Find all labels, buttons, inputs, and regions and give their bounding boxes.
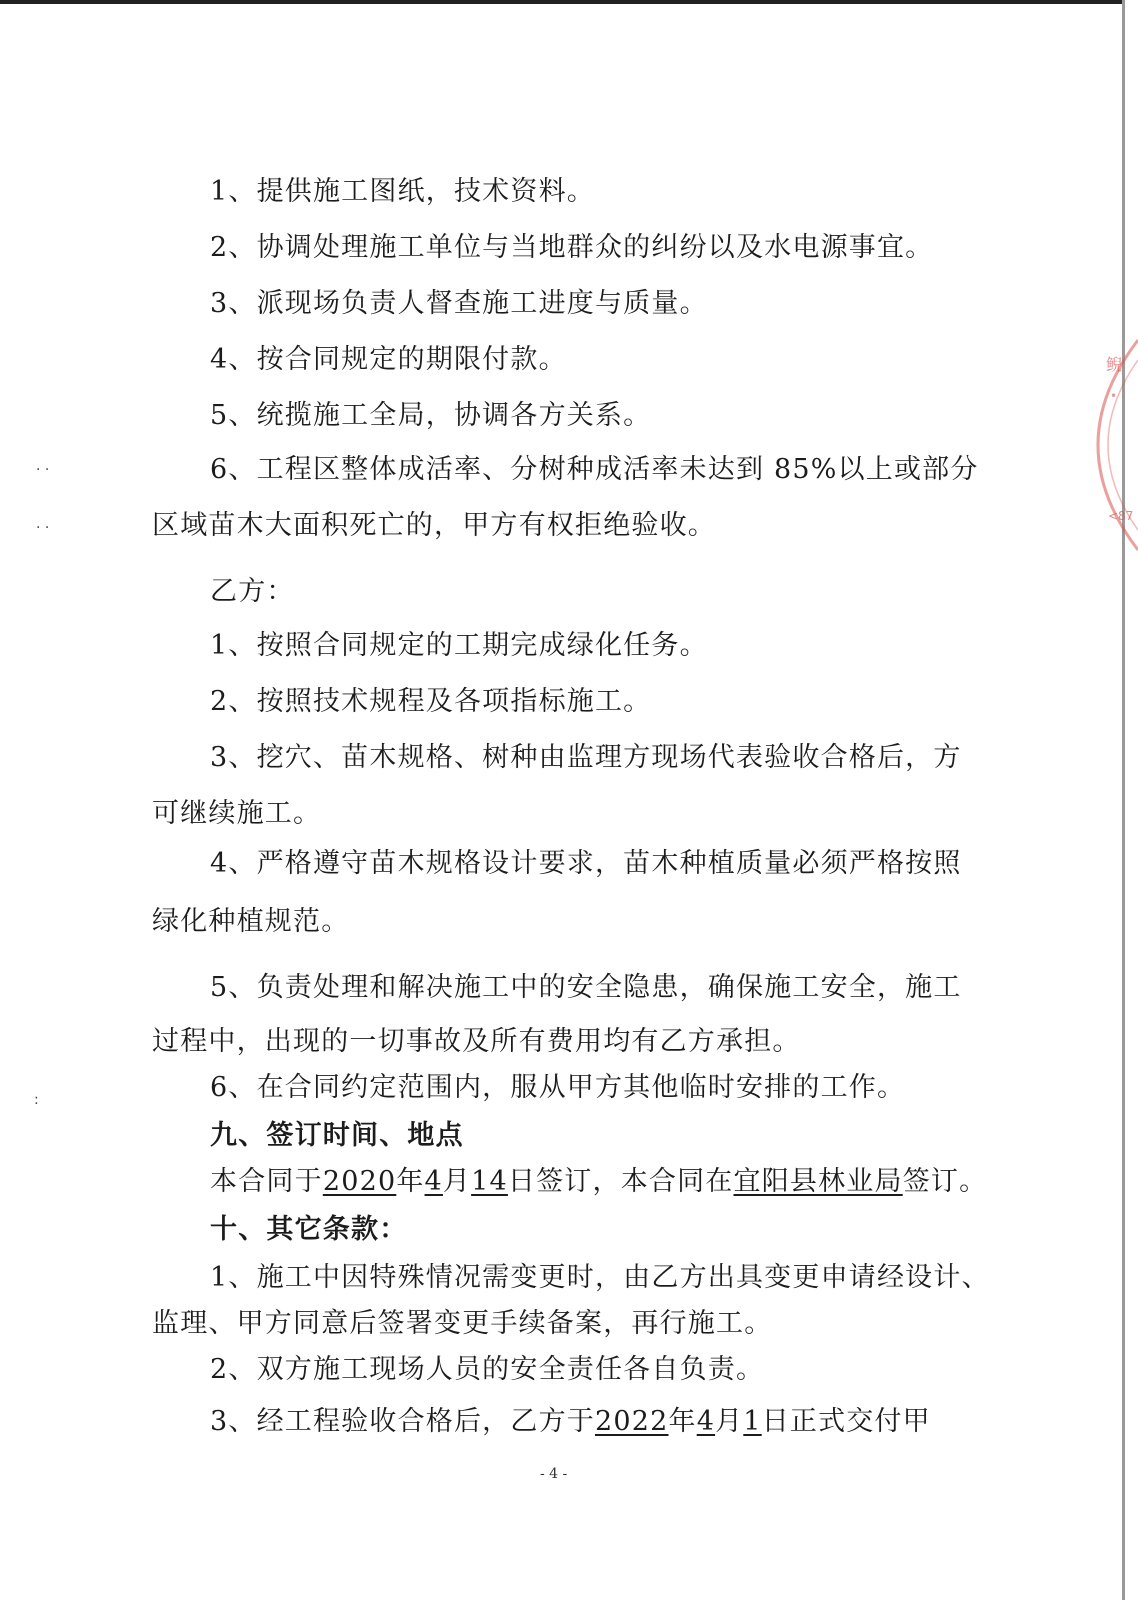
party-b-duty-2: 2、按照技术规程及各项指标施工。 (210, 686, 652, 717)
scan-edge-top (0, 0, 1125, 4)
other-clause-1-line2: 监理、甲方同意后签署变更手续备案，再行施工。 (152, 1308, 773, 1339)
svg-text:•: • (1110, 389, 1118, 403)
party-b-duty-3-line2: 可继续施工。 (152, 798, 322, 829)
party-b-duty-3-line1: 3、挖穴、苗木规格、树种由监理方现场代表验收合格后，方 (210, 742, 962, 773)
other-clause-3: 3、经工程验收合格后，乙方于2022年4月1日正式交付甲 (210, 1406, 931, 1437)
party-b-duty-4-line2: 绿化种植规范。 (152, 906, 350, 937)
scan-speck: · · (36, 520, 50, 536)
handover-day: 1 (743, 1406, 762, 1437)
party-b-duty-4-line1: 4、严格遵守苗木规格设计要求，苗木种植质量必须严格按照 (210, 848, 962, 879)
sign-month: 4 (424, 1166, 443, 1197)
scan-speck: · · (36, 462, 50, 478)
party-a-duty-1: 1、提供施工图纸，技术资料。 (210, 176, 595, 207)
party-a-duty-5: 5、统揽施工全局，协调各方关系。 (210, 400, 652, 431)
party-b-duty-5-line1: 5、负责处理和解决施工中的安全隐患，确保施工安全，施工 (210, 972, 962, 1003)
scan-edge-right (1122, 0, 1125, 1600)
page-number: - 4 - (540, 1466, 568, 1482)
party-a-duty-6-line1: 6、工程区整体成活率、分树种成活率未达到 85%以上或部分 (210, 454, 979, 485)
other-clause-1-line1: 1、施工中因特殊情况需变更时，由乙方出具变更申请经设计、 (210, 1262, 990, 1293)
handover-month: 4 (696, 1406, 716, 1437)
party-b-duty-6: 6、在合同约定范围内，服从甲方其他临时安排的工作。 (210, 1072, 906, 1103)
other-clause-2: 2、双方施工现场人员的安全责任各自负责。 (210, 1354, 765, 1385)
scan-speck: : (34, 1092, 39, 1108)
sign-day: 14 (471, 1166, 508, 1197)
party-a-duty-4: 4、按合同规定的期限付款。 (210, 344, 567, 375)
section-ten-heading: 十、其它条款： (210, 1214, 408, 1245)
party-b-duty-5-line2: 过程中，出现的一切事故及所有费用均有乙方承担。 (152, 1026, 801, 1057)
svg-text:<87: <87 (1108, 509, 1134, 523)
sign-place: 宜阳县林业局 (733, 1166, 903, 1197)
party-a-duty-2: 2、协调处理施工单位与当地群众的纠纷以及水电源事宜。 (210, 232, 934, 263)
party-b-duty-1: 1、按照合同规定的工期完成绿化任务。 (210, 630, 708, 661)
section-nine-heading: 九、签订时间、地点 (210, 1120, 464, 1151)
party-a-duty-3: 3、派现场负责人督查施工进度与质量。 (210, 288, 708, 319)
party-b-heading: 乙方： (210, 576, 295, 607)
signing-info: 本合同于2020年4月14日签订，本合同在宜阳县林业局签订。 (210, 1166, 988, 1197)
party-a-duty-6-line2: 区域苗木大面积死亡的，甲方有权拒绝验收。 (152, 510, 716, 541)
sign-year: 2020 (322, 1166, 397, 1197)
red-seal-icon (1098, 330, 1138, 560)
svg-text:鲵: 鲵 (1106, 355, 1123, 374)
handover-year: 2022 (594, 1406, 669, 1437)
